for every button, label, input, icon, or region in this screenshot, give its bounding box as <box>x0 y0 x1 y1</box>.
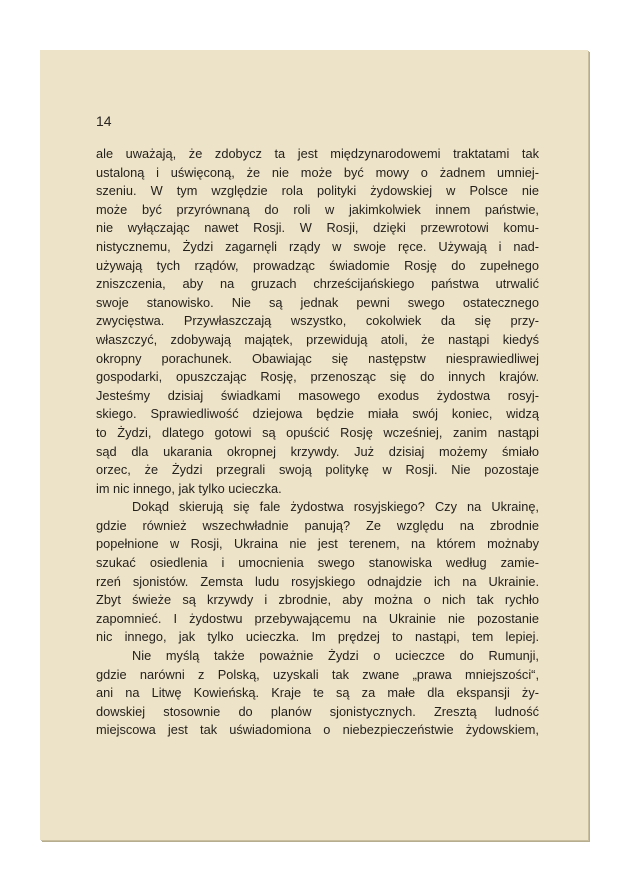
text-line: gdzie narówni z Polską, uzyskali tak zwane „prawa mniejszości“, <box>96 666 539 682</box>
text-line: zwycięstwa. Przywłaszczają wszystko, cokolwiek da się przy- <box>96 313 539 329</box>
text-line: sąd dla ukarania okropnej krzywdy. Już dzisiaj możemy śmiało <box>96 443 539 459</box>
text-line: szeniu. W tym względzie rola polityki żydowskiej w Polsce nie <box>96 183 539 199</box>
page-number: 14 <box>96 113 112 129</box>
text-line: gdzie również wszechwładnie panują? Ze względu na zbrodnie <box>96 517 539 533</box>
text-line: zapomnieć. I żydostwu przebywającemu na Ukrainie nie pozostanie <box>96 610 539 626</box>
text-line: to Żydzi, dlatego gotowi są opuścić Rosję wcześniej, zanim nastąpi <box>96 424 539 440</box>
text-line: szukać osiedlenia i umocnienia swego stanowiska według zamie- <box>96 555 539 571</box>
text-line: ale uważają, że zdobycz ta jest międzynarodowemi traktatami tak <box>96 146 539 161</box>
text-line: dowskiej stosownie do planów sjonistycznych. Zresztą ludność <box>96 703 539 719</box>
text-line: orzec, że Żydzi przegrali swoją politykę w Rosji. Nie pozostaje <box>96 462 539 478</box>
text-line: nistycznemu, Żydzi zagarnęli rządy w swoje ręce. Używają i nad- <box>96 238 539 254</box>
text-line: miejscowa jest tak uświadomiona o niebezpieczeństwie żydowskiem, <box>96 722 539 738</box>
text-line: okropny porachunek. Obawiając się następstw niesprawiedliwej <box>96 350 539 366</box>
book-page <box>40 50 588 840</box>
text-line: Dokąd skierują się fale żydostwa rosyjskiego? Czy na Ukrainę, <box>132 499 539 515</box>
body-text <box>96 145 539 740</box>
text-line: im nic innego, jak tylko ucieczka. <box>96 480 282 496</box>
text-line: ustaloną i uświęconą, że nie może być mowy o żadnem umniej- <box>96 164 539 180</box>
text-line: rzeń sjonistów. Zemsta ludu rosyjskiego odnajdzie ich na Ukrainie. <box>96 573 539 589</box>
text-line: nic innego, jak tylko ucieczka. Im prędzej to nastąpi, tem lepiej. <box>96 629 539 645</box>
text-line: używają tych rządów, prowadząc świadomie Rosję do zupełnego <box>96 257 539 273</box>
text-line: Zbyt świeże są krzywdy i zbrodnie, aby można o nich tak rychło <box>96 592 539 608</box>
text-line: swoje stanowisko. Nie są jednak pewni swego ostatecznego <box>96 294 539 310</box>
text-line: może być przyrównaną do roli w jakimkolwiek innem państwie, <box>96 201 539 217</box>
text-line: Jesteśmy dzisiaj świadkami masowego exodus żydostwa rosyj- <box>96 387 539 403</box>
text-line: właszczyć, zdobywają majątek, przewidują atoli, że nastąpi kiedyś <box>96 331 539 347</box>
text-line: Nie myślą także poważnie Żydzi o ucieczce do Rumunji, <box>132 648 539 664</box>
text-line: popełnione w Rosji, Ukraina nie jest terenem, na którem możnaby <box>96 536 539 552</box>
text-line: ani na Litwę Kowieńską. Kraje te są za małe dla ekspansji ży- <box>96 685 539 701</box>
text-line: nie wyłączając nawet Rosji. W Rosji, dzięki przewrotowi komu- <box>96 220 539 236</box>
text-line: gospodarki, opuszczając Rosję, przenosząc się do innych krajów. <box>96 369 539 385</box>
text-line: skiego. Sprawiedliwość dziejowa będzie miała swój koniec, widzą <box>96 406 539 422</box>
text-line: zniszczenia, aby na gruzach chrześcijańskiego państwa utrwalić <box>96 276 539 292</box>
